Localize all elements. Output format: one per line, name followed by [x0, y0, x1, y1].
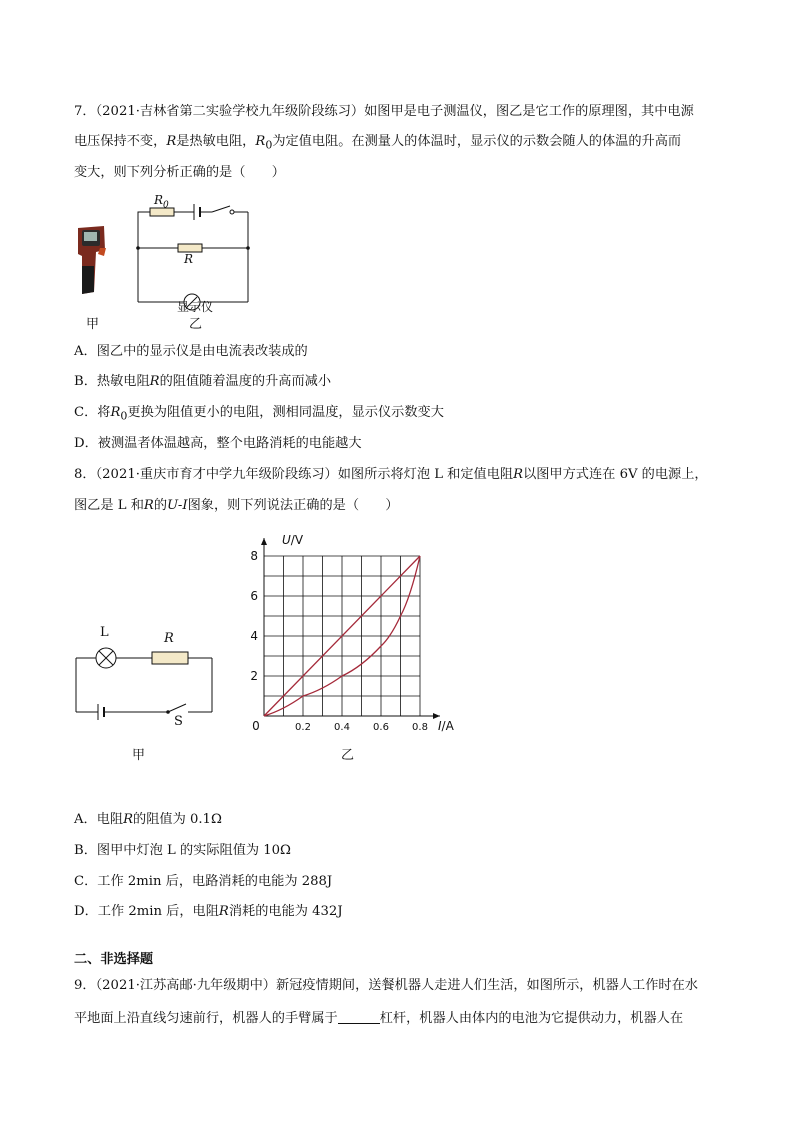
q7-line-3: 变大，则下列分析正确的是（ ） [74, 165, 285, 180]
r-label: R [184, 252, 194, 266]
x-tick-label: 0.4 [334, 722, 350, 733]
q8-var: R [143, 498, 154, 513]
q8-circuit-diagram [70, 640, 220, 730]
q7-var-r: R [166, 134, 177, 149]
q7-caption-jia: 甲 [86, 317, 100, 332]
opt-var: R [110, 405, 121, 420]
y-tick-label: 6 [250, 589, 258, 603]
q8-line-1 [74, 465, 708, 485]
q8-text: 图象，则下列说法正确的是（ ） [187, 498, 399, 513]
fill-in-blank[interactable] [338, 1009, 380, 1024]
q7-option-d: D．被测温者体温越高，整个电路消耗的电能越大 [74, 436, 362, 451]
q8-var: R [513, 467, 524, 482]
thermometer-gun-image [74, 222, 110, 300]
opt-text: B．热敏电阻 [74, 374, 150, 389]
lamp-label: L [100, 625, 109, 640]
q7-option-a: A．图乙中的显示仪是由电流表改装成的 [74, 344, 308, 359]
y-axis-label: U/V [282, 533, 304, 547]
meter-label: 显示仪 [177, 300, 214, 314]
y-axis-arrow [261, 538, 267, 545]
q8-text: 图乙是 L 和 [74, 498, 144, 513]
x-tick-label: 0.6 [373, 722, 389, 733]
q8-text: 以图甲方式连在 6V 的电源上， [523, 467, 708, 482]
y-tick-label: 8 [250, 549, 258, 563]
q7-text: 电压保持不变， [74, 134, 167, 149]
q8-option-d [74, 902, 343, 922]
q9-line-2 [74, 1009, 683, 1029]
opt-var: R [123, 812, 134, 827]
q7-var-r0: R [255, 134, 266, 149]
q7-sub-0: 0 [265, 138, 273, 152]
opt-text: A．电阻 [74, 812, 124, 827]
q8-option-b: B．图甲中灯泡 L 的实际阻值为 10Ω [74, 843, 291, 858]
q7-option-b [74, 372, 331, 392]
x-tick-label: 0.8 [412, 722, 428, 733]
opt-var: R [218, 904, 229, 919]
origin-label: 0 [252, 719, 260, 733]
r0-label [154, 193, 169, 210]
q8-var: U-I [167, 498, 188, 513]
x-axis-label: I/A [438, 719, 454, 733]
opt-text: D．工作 2min 后，电阻 [74, 904, 219, 919]
q8-option-c: C．工作 2min 后，电路消耗的电能为 288J [74, 874, 333, 889]
q8-caption-jia: 甲 [132, 748, 146, 763]
q7-caption-yi: 乙 [189, 317, 203, 332]
q8-text: 8．（2021·重庆市育才中学九年级阶段练习）如图所示将灯泡 L 和定值电阻 [74, 467, 514, 482]
q9-text: 平地面上沿直线匀速前行，机器人的手臂属于 [74, 1011, 338, 1026]
q9-text: 杠杆，机器人由体内的电池为它提供动力，机器人在 [379, 1011, 684, 1026]
opt-text: C．将 [74, 405, 111, 420]
section-title: 二、非选择题 [74, 952, 154, 967]
r0-letter: R [154, 193, 164, 207]
q8-caption-yi: 乙 [341, 748, 355, 763]
q7-text: 是热敏电阻， [176, 134, 256, 149]
q8-text: 的 [153, 498, 168, 513]
q7-option-c [74, 403, 444, 427]
q8-option-a [74, 810, 222, 830]
opt-text: 的阻值随着温度的升高而减小 [159, 374, 332, 389]
opt-text: 更换为阻值更小的电阻，测相同温度，显示仪示数变大 [127, 405, 444, 420]
x-tick-label: 0.2 [295, 722, 311, 733]
opt-var: R [149, 374, 160, 389]
opt-text: 的阻值为 0.1Ω [133, 812, 222, 827]
r0-sub: 0 [163, 200, 169, 211]
q7-text: 为定值电阻。在测量人的体温时，显示仪的示数会随人的体温的升高而 [272, 134, 682, 149]
resistor-label: R [164, 631, 174, 646]
q8-line-2 [74, 496, 399, 516]
q7-line-2 [74, 132, 681, 156]
y-tick-label: 4 [250, 629, 258, 643]
switch-label: S [174, 714, 183, 729]
opt-sub: 0 [120, 409, 128, 423]
opt-text: 消耗的电能为 432J [228, 904, 343, 919]
q9-line-1: 9．（2021·江苏高邮·九年级期中）新冠疫情期间，送餐机器人走进人们生活，如图所示，机器人工作时在水 [74, 978, 698, 993]
q7-line-1: 7．（2021·吉林省第二实验学校九年级阶段练习）如图甲是电子测温仪，图乙是它工作的原理图，其中电源 [74, 104, 694, 119]
y-tick-label: 2 [250, 669, 258, 683]
u-i-chart [240, 530, 470, 740]
